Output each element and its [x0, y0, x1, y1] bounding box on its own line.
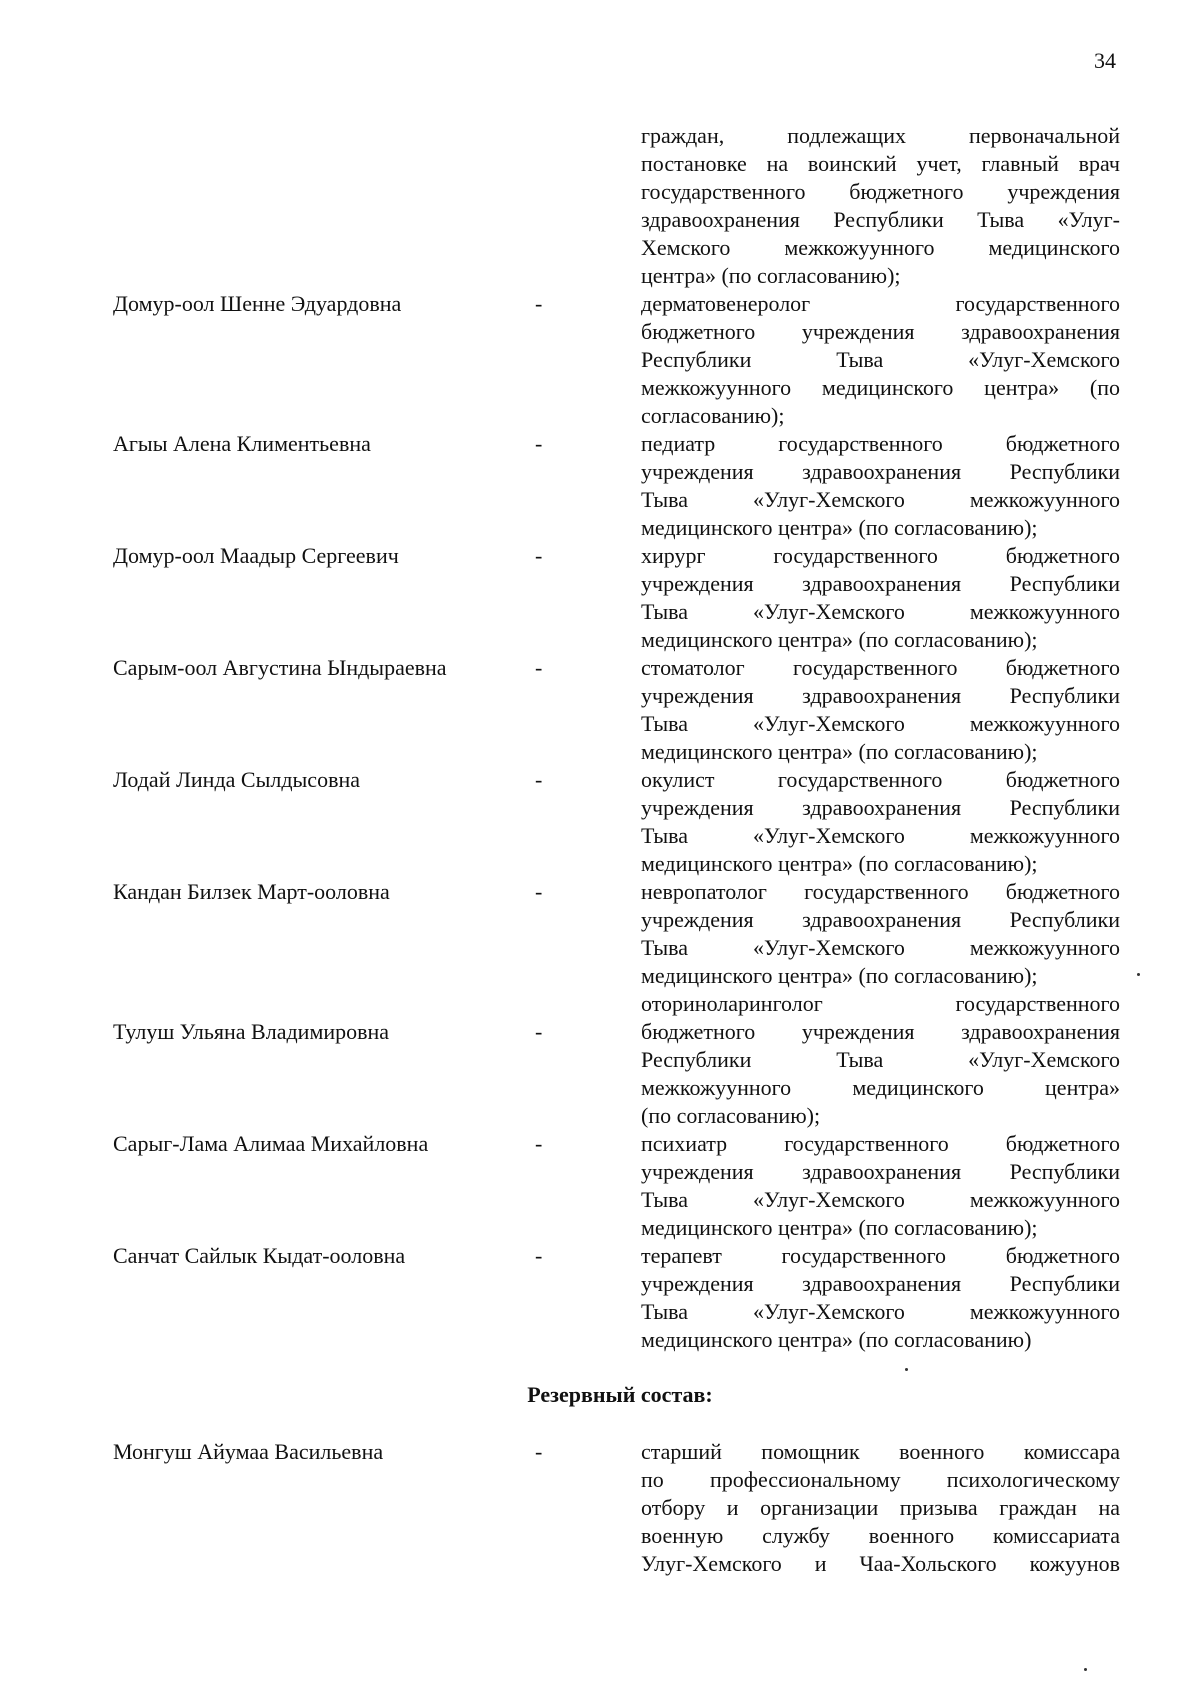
description-line: медицинского центра» (по согласованию);	[641, 851, 1038, 876]
member-name: Агыы Алена Климентьевна	[113, 431, 371, 456]
description-line: учреждения здравоохранения Республики	[641, 907, 1120, 932]
description-line: медицинского центра» (по согласованию);	[641, 1215, 1038, 1240]
description-line: медицинского центра» (по согласованию);	[641, 515, 1038, 540]
page-number: 34	[1094, 48, 1116, 73]
scan-speck	[1137, 973, 1140, 976]
description-line: Республики Тыва «Улуг-Хемского	[641, 347, 1120, 372]
member-description	[641, 990, 1120, 1130]
member-dash: -	[535, 1019, 543, 1044]
member-description	[641, 430, 1120, 542]
member-description	[641, 542, 1120, 654]
description-line: государственного бюджетного учреждения	[641, 179, 1120, 204]
description-line: Улуг-Хемского и Чаа-Хольского кожуунов	[641, 1551, 1120, 1576]
member-name: Сарым-оол Августина Ындыраевна	[113, 655, 447, 680]
description-line: медицинского центра» (по согласованию);	[641, 627, 1038, 652]
description-line: согласованию);	[641, 403, 785, 428]
member-dash: -	[535, 1439, 543, 1464]
member-name: Сарыг-Лама Алимаа Михайловна	[113, 1131, 429, 1156]
member-dash: -	[535, 767, 543, 792]
member-description	[641, 1438, 1120, 1578]
member-name: Санчат Сайлык Кыдат-ооловна	[113, 1243, 406, 1268]
description-line: учреждения здравоохранения Республики	[641, 459, 1120, 484]
description-line: Тыва «Улуг-Хемского межкожуунного	[641, 1187, 1120, 1212]
description-line: Республики Тыва «Улуг-Хемского	[641, 1047, 1120, 1072]
description-line: учреждения здравоохранения Республики	[641, 795, 1120, 820]
member-dash: -	[535, 655, 543, 680]
description-line: (по согласованию);	[641, 1103, 821, 1128]
member-description	[641, 290, 1120, 430]
description-line: хирург государственного бюджетного	[641, 543, 1120, 568]
description-line: бюджетного учреждения здравоохранения	[641, 319, 1120, 344]
description-line: Тыва «Улуг-Хемского межкожуунного	[641, 935, 1120, 960]
description-line: учреждения здравоохранения Республики	[641, 1159, 1120, 1184]
member-description	[641, 766, 1120, 878]
description-line: постановке на воинский учет, главный врач	[641, 151, 1120, 176]
member-dash: -	[535, 543, 543, 568]
description-line: Хемского межкожуунного медицинского	[641, 235, 1120, 260]
member-dash: -	[535, 1131, 543, 1156]
member-dash: -	[535, 431, 543, 456]
member-dash: -	[535, 879, 543, 904]
description-line: центра» (по согласованию);	[641, 263, 901, 288]
member-description	[641, 1242, 1120, 1354]
description-line: психиатр государственного бюджетного	[641, 1131, 1120, 1156]
description-line: учреждения здравоохранения Республики	[641, 571, 1120, 596]
description-line: бюджетного учреждения здравоохранения	[641, 1019, 1120, 1044]
description-line: педиатр государственного бюджетного	[641, 431, 1120, 456]
member-description	[641, 654, 1120, 766]
description-line: граждан, подлежащих первоначальной	[641, 123, 1120, 148]
description-line: медицинского центра» (по согласованию);	[641, 739, 1038, 764]
member-dash: -	[535, 1243, 543, 1268]
description-line: терапевт государственного бюджетного	[641, 1243, 1120, 1268]
member-name: Домур-оол Шенне Эдуардовна	[113, 291, 402, 316]
description-line: Тыва «Улуг-Хемского межкожуунного	[641, 711, 1120, 736]
member-name: Кандан Билзек Март-ооловна	[113, 879, 390, 904]
description-line: межкожуунного медицинского центра»	[641, 1075, 1120, 1100]
scan-speck	[905, 1368, 908, 1371]
description-line: окулист государственного бюджетного	[641, 767, 1120, 792]
description-line: Тыва «Улуг-Хемского межкожуунного	[641, 1299, 1120, 1324]
description-line: Тыва «Улуг-Хемского межкожуунного	[641, 599, 1120, 624]
description-line: по профессиональному психологическому	[641, 1467, 1120, 1492]
member-description	[641, 1130, 1120, 1242]
description-line: учреждения здравоохранения Республики	[641, 683, 1120, 708]
description-line: межкожуунного медицинского центра» (по	[641, 375, 1120, 400]
description-line: Тыва «Улуг-Хемского межкожуунного	[641, 823, 1120, 848]
description-line: невропатолог государственного бюджетного	[641, 879, 1120, 904]
description-line: здравоохранения Республики Тыва «Улуг-	[641, 207, 1120, 232]
description-line: оториноларинголог государственного	[641, 991, 1120, 1016]
description-line: медицинского центра» (по согласованию);	[641, 963, 1038, 988]
description-line: медицинского центра» (по согласованию)	[641, 1327, 1032, 1352]
member-name: Лодай Линда Сылдысовна	[113, 767, 360, 792]
description-line: военную службу военного комиссариата	[641, 1523, 1120, 1548]
description-line: старший помощник военного комиссара	[641, 1439, 1120, 1464]
member-dash: -	[535, 291, 543, 316]
scan-speck	[1084, 1668, 1087, 1671]
member-description	[641, 878, 1120, 990]
description-line: учреждения здравоохранения Республики	[641, 1271, 1120, 1296]
description-line: стоматолог государственного бюджетного	[641, 655, 1120, 680]
member-name: Монгуш Айумаа Васильевна	[113, 1439, 384, 1464]
lead-description	[641, 122, 1120, 290]
description-line: отбору и организации призыва граждан на	[641, 1495, 1120, 1520]
description-line: Тыва «Улуг-Хемского межкожуунного	[641, 487, 1120, 512]
member-name: Тулуш Ульяна Владимировна	[113, 1019, 390, 1044]
reserve-heading: Резервный состав:	[527, 1382, 713, 1407]
member-name: Домур-оол Маадыр Сергеевич	[113, 543, 399, 568]
description-line: дерматовенеролог государственного	[641, 291, 1120, 316]
